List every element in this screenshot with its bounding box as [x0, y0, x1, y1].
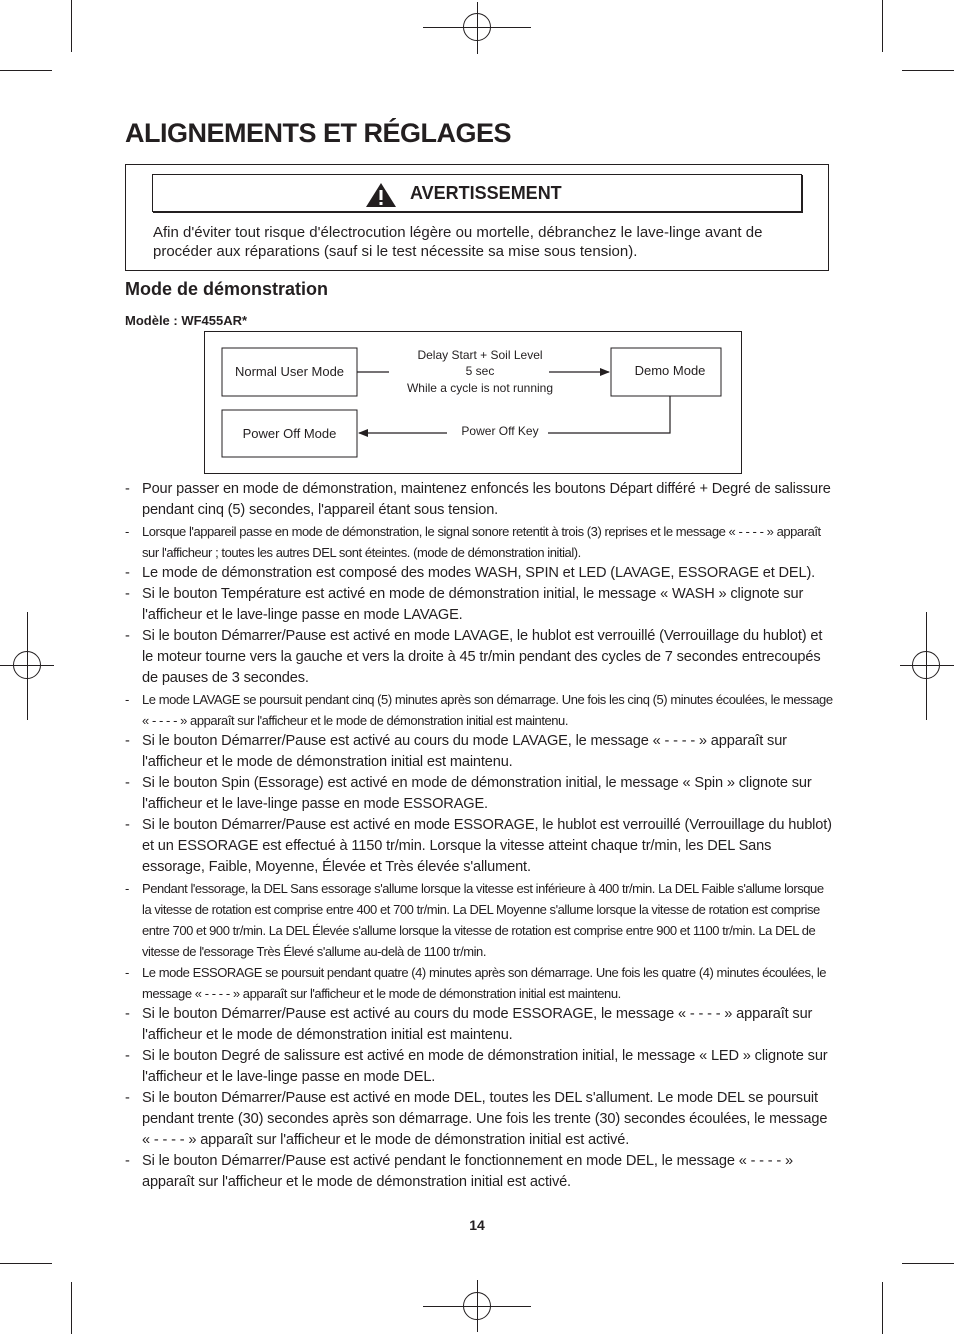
demo-mode-label: Demo Mode: [634, 363, 706, 378]
list-item-text: Si le bouton Démarrer/Pause est activé en mode LAVAGE, le hublot est verrouillé (Verrouillage du hublot) et le moteur tourne vers la gauche et vers la droite à 45 tr/min pendant des cycles de 7 secondes entrecoupés de pauses de 3 secondes.: [142, 628, 823, 686]
list-item: [123, 1151, 833, 1193]
list-item: [123, 962, 833, 1004]
bullet-dash: -: [125, 1153, 130, 1169]
bullet-dash: -: [125, 481, 130, 497]
list-item-text: Pour passer en mode de démonstration, maintenez enfoncés les boutons Départ différé + Degré de salissure pendant cinq (5) secondes, l'appareil étant sous tension.: [142, 481, 831, 518]
list-item: [123, 563, 833, 584]
bullet-dash: -: [125, 1006, 130, 1022]
power-off-mode-label: Power Off Mode: [242, 426, 337, 441]
list-item-text: Si le bouton Démarrer/Pause est activé pendant le fonctionnement en mode DEL, le message « - - - - » apparaît sur l'afficheur et le mode de démonstration initial est activé.: [142, 1153, 793, 1190]
list-item-text: Si le bouton Démarrer/Pause est activé au cours du mode LAVAGE, le message « - - - - » apparaît sur l'afficheur et le mode de démonstration initial est maintenu.: [142, 733, 787, 770]
list-item: [123, 731, 833, 773]
list-item-text: Si le bouton Démarrer/Pause est activé en mode DEL, toutes les DEL s'allument. Le mode DEL se poursuit pendant trente (30) secondes après son démarrage. Une fois les trente (30) secondes écoulées, le message « - - - - » apparaît sur l'afficheur et le mode de démonstration initial est activé.: [142, 1090, 828, 1148]
list-item: [123, 1088, 833, 1151]
list-item: [123, 479, 833, 521]
warning-header: [152, 174, 802, 212]
bullet-dash: -: [125, 524, 129, 539]
list-item-text: Si le bouton Démarrer/Pause est activé au cours du mode ESSORAGE, le message « - - - - » apparaît sur l'afficheur et le mode de démonstration initial est maintenu.: [142, 1006, 813, 1043]
normal-user-mode-label: Normal User Mode: [234, 364, 345, 379]
bullet-dash: -: [125, 775, 130, 791]
list-item: [123, 878, 833, 962]
list-item: [123, 584, 833, 626]
list-item: [123, 626, 833, 689]
warning-text: Afin d'éviter tout risque d'électrocution légère ou mortelle, débranchez le lave-linge avant de procéder aux réparations (sauf si le test nécessite sa mise sous tension).: [153, 224, 763, 260]
bullet-dash: -: [125, 565, 130, 581]
list-item: [123, 773, 833, 815]
bullet-dash: -: [125, 817, 130, 833]
power-off-connector: [548, 396, 670, 433]
transition-line-1: Delay Start + Soil Level: [417, 348, 543, 362]
power-off-key-label: Power Off Key: [461, 424, 539, 438]
bullet-dash: -: [125, 965, 129, 980]
warning-box: [125, 164, 829, 271]
list-item: [123, 689, 833, 731]
bullet-dash: -: [125, 1048, 130, 1064]
list-item: [123, 1004, 833, 1046]
bullet-dash: -: [125, 628, 130, 644]
section-title: Mode de démonstration: [125, 279, 329, 299]
list-item-text: Le mode LAVAGE se poursuit pendant cinq (5) minutes après son démarrage. Une fois les cinq (5) minutes écoulées, le message « - - - - » apparaît sur l'afficheur et le mode de démonstration initial est maintenu.: [142, 692, 833, 728]
list-item-text: Le mode de démonstration est composé des modes WASH, SPIN et LED (LAVAGE, ESSORAGE et DEL).: [142, 565, 816, 581]
list-item: [123, 815, 833, 878]
transition-line-3: While a cycle is not running: [406, 381, 554, 395]
warning-triangle-icon: [365, 182, 397, 208]
list-item-text: Si le bouton Spin (Essorage) est activé en mode de démonstration initial, le message « Spin » clignote sur l'afficheur et le lave-linge passe en mode ESSORAGE.: [142, 775, 812, 812]
transition-line-2: 5 sec: [465, 364, 495, 378]
page-number: 14: [469, 1217, 485, 1233]
page-title: ALIGNEMENTS ET RÉGLAGES: [125, 118, 512, 148]
list-item: [123, 521, 833, 563]
demo-mode-diagram: [204, 331, 742, 474]
list-item-text: Si le bouton Température est activé en mode de démonstration initial, le message « WASH » clignote sur l'afficheur et le lave-linge passe en mode LAVAGE.: [142, 586, 804, 623]
bullet-dash: -: [125, 586, 130, 602]
list-item-text: Si le bouton Démarrer/Pause est activé en mode ESSORAGE, le hublot est verrouillé (Verrouillage du hublot) et un ESSORAGE est effectué à 1150 tr/min. Lorsque la vitesse atteint chaque tr/min, les DEL Sans essorage, Faible, Moyenne, Élevée et Très élevée s'allument.: [142, 817, 832, 875]
list-item-text: Si le bouton Degré de salissure est activé en mode de démonstration initial, le message « LED » clignote sur l'afficheur et le lave-linge passe en mode DEL.: [142, 1048, 828, 1085]
bullet-dash: -: [125, 733, 130, 749]
bullet-dash: -: [125, 692, 129, 707]
bullet-dash: -: [125, 881, 129, 896]
model-label: Modèle : WF455AR*: [125, 313, 248, 328]
warning-label: AVERTISSEMENT: [410, 183, 562, 203]
bullet-dash: -: [125, 1090, 130, 1106]
procedure-list: [123, 479, 833, 1193]
list-item-text: Lorsque l'appareil passe en mode de démonstration, le signal sonore retentit à trois (3) reprises et le message « - - - - » apparaît sur l'afficheur ; toutes les autres DEL sont éteintes. (mode de démonstration initial).: [142, 524, 821, 560]
list-item-text: Pendant l'essorage, la DEL Sans essorage s'allume lorsque la vitesse est inférieure à 400 tr/min. La DEL Faible s'allume lorsque la vitesse de rotation est comprise entre 400 et 700 tr/min. La DEL Moyenne s'allume lorsque la vitesse de rotation est comprise entre 700 et 900 tr/min. La DEL Élevée s'allume lorsque la vitesse de rotation est comprise entre 900 et 1100 tr/min. La DEL de vitesse de l'essorage Très Élevé s'allume au-delà de 1100 tr/min.: [142, 881, 824, 959]
list-item: [123, 1046, 833, 1088]
list-item-text: Le mode ESSORAGE se poursuit pendant quatre (4) minutes après son démarrage. Une fois les quatre (4) minutes écoulées, le message « - - - - » apparaît sur l'afficheur et le mode de démonstration initial est maintenu.: [142, 965, 827, 1001]
